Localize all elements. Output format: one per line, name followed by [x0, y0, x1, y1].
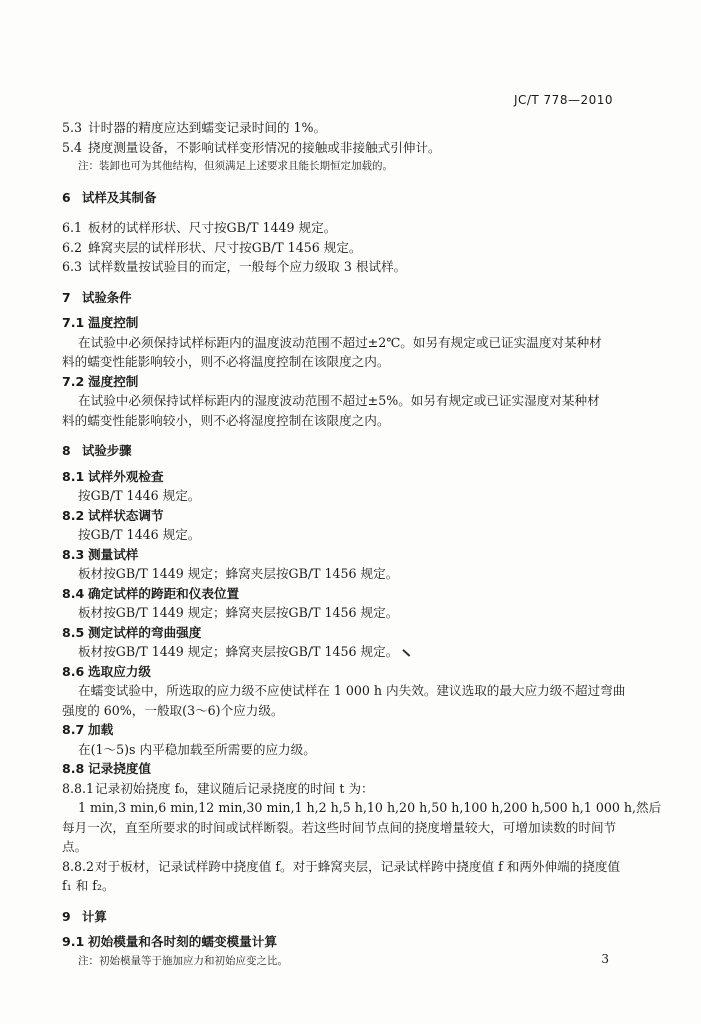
clause-7-2: [62, 372, 622, 392]
document-body: [62, 118, 662, 971]
note-9: 注：初始模量等于施加应力和初始应变之比。: [78, 954, 288, 967]
clause-number: 8.8.1: [62, 780, 95, 796]
clause-number: 7.1: [62, 315, 85, 330]
clause-text: 挠度测量设备，不影响试样变形情况的接触或非接触式引伸计。: [88, 139, 441, 155]
clause-number: 8.8.2: [62, 858, 95, 874]
clause-8-8: [62, 759, 622, 779]
clause-text: 试样数量按试验目的而定，一般每个应力级取 3 根试样。: [88, 259, 407, 274]
clause-6-3: [62, 257, 622, 277]
section-title: 试验步骤: [82, 443, 132, 458]
clause-8-5: [62, 623, 622, 643]
clause-number: 8.1: [62, 468, 85, 484]
clause-5-4: [62, 138, 622, 158]
clause-number: 8.7: [62, 722, 85, 737]
clause-9-1: [62, 932, 622, 952]
clause-text: 板材的试样形状、尺寸按GB/T 1449 规定。: [88, 220, 337, 235]
note-5: 注：装卸也可为其他结构，但须满足上述要求且能长期恒定加载的。: [78, 160, 393, 172]
paragraph-line: 板材按GB/T 1449 规定；蜂窝夹层按GB/T 1456 规定。: [78, 566, 399, 581]
paragraph-line: 板材按GB/T 1449 规定；蜂窝夹层按GB/T 1456 规定。: [78, 644, 399, 659]
clause-number: 5.3: [62, 120, 83, 135]
paragraph-line: 在试验中必须保持试样标距内的温度波动范围不超过±2℃。如另有规定或已证实温度对某种材: [78, 334, 602, 350]
clause-title: 测量试样: [88, 546, 139, 562]
clause-title: 试样外观检查: [88, 468, 164, 484]
section-9-heading: [62, 907, 622, 927]
standard-code: JC/T 778—2010: [513, 93, 613, 107]
clause-number: 8.3: [62, 546, 85, 562]
clause-title: 温度控制: [88, 315, 139, 330]
paragraph-line: 板材按GB/T 1449 规定；蜂窝夹层按GB/T 1456 规定。: [78, 605, 399, 620]
clause-number: 8.5: [62, 624, 85, 640]
paragraph-line: 料的蠕变性能影响较小，则不必将温度控制在该限度之内。: [62, 354, 390, 369]
clause-number: 8.2: [62, 507, 85, 523]
clause-number: 6.1: [62, 220, 83, 235]
clause-7-1: [62, 313, 622, 333]
section-title: 试样及其制备: [82, 189, 157, 205]
section-8-heading: [62, 441, 622, 461]
paragraph-line: 每月一次，直至所要求的时间或试样断裂。若这些时间节点间的挠度增量较大，可增加读数的时间节: [62, 819, 617, 835]
paragraph-line: 在试验中必须保持试样标距内的湿度波动范围不超过±5%。如另有规定或已证实湿度对某种材: [78, 393, 600, 408]
clause-title: 确定试样的跨距和仪表位置: [88, 585, 240, 601]
clause-title: 试样状态调节: [88, 507, 164, 523]
clause-8-3: [62, 545, 622, 565]
clause-8-6: [62, 662, 622, 682]
clause-number: 8.4: [62, 585, 85, 601]
clause-8-4: [62, 584, 622, 604]
clause-8-7: [62, 720, 622, 740]
clause-number: 8.6: [62, 663, 85, 679]
clause-5-3: [62, 118, 622, 138]
clause-title: 选取应力级: [88, 663, 151, 679]
paragraph-line: 料的蠕变性能影响较小，则不必将湿度控制在该限度之内。: [62, 412, 390, 428]
paragraph-line: 在蠕变试验中，所选取的应力级不应使试样在 1 000 h 内失效。建议选取的最大应力级不超过弯曲: [78, 683, 626, 698]
paragraph-line: f₁ 和 f₂。: [62, 878, 115, 893]
section-7-heading: [62, 288, 622, 308]
paragraph-line: 1 min,3 min,6 min,12 min,30 min,1 h,2 h,5 h,10 h,20 h,50 h,100 h,200 h,500 h,1 000 h,然后: [78, 800, 662, 815]
section-6-heading: [62, 188, 622, 208]
clause-title: 测定试样的弯曲强度: [88, 624, 202, 640]
clause-8-8-2: [62, 857, 622, 877]
section-title: 计算: [82, 908, 107, 924]
section-number: 6: [62, 189, 71, 205]
clause-8-2: [62, 506, 622, 526]
clause-text: 蜂窝夹层的试样形状、尺寸按GB/T 1456 规定。: [88, 239, 362, 255]
section-number: 8: [62, 443, 71, 458]
paragraph-line: 按GB/T 1446 规定。: [78, 488, 201, 503]
clause-title: 加载: [88, 722, 114, 737]
paragraph-line: 强度的 60%，一般取(3～6)个应力级。: [62, 702, 284, 718]
clause-text: 对于板材，记录试样跨中挠度值 f。对于蜂窝夹层，记录试样跨中挠度值 f 和两外伸端的挠度值: [95, 858, 621, 874]
clause-title: 记录挠度值: [88, 761, 151, 776]
clause-6-2: [62, 238, 622, 258]
clause-title: 湿度控制: [88, 373, 139, 389]
clause-number: 6.2: [62, 239, 83, 255]
clause-8-1: [62, 467, 622, 487]
paragraph-line: 点。: [62, 839, 88, 854]
section-number: 7: [62, 289, 71, 305]
section-number: 9: [62, 908, 71, 924]
clause-number: 8.8: [62, 761, 85, 776]
clause-number: 6.3: [62, 259, 83, 274]
paragraph-line: 在(1～5)s 内平稳加载至所需要的应力级。: [78, 741, 316, 757]
clause-number: 9.1: [62, 934, 85, 949]
paragraph-line: 按GB/T 1446 规定。: [78, 527, 201, 542]
clause-number: 7.2: [62, 373, 85, 389]
clause-8-8-1: [62, 779, 622, 799]
clause-text: 计时器的精度应达到蠕变记录时间的 1%。: [88, 120, 327, 135]
page-number: 3: [601, 952, 609, 966]
clause-6-1: [62, 218, 622, 238]
clause-text: 记录初始挠度 f₀，建议随后记录挠度的时间 t 为：: [95, 780, 374, 796]
section-title: 试验条件: [82, 289, 132, 305]
clause-number: 5.4: [62, 139, 83, 155]
clause-title: 初始模量和各时刻的蠕变模量计算: [88, 934, 277, 949]
